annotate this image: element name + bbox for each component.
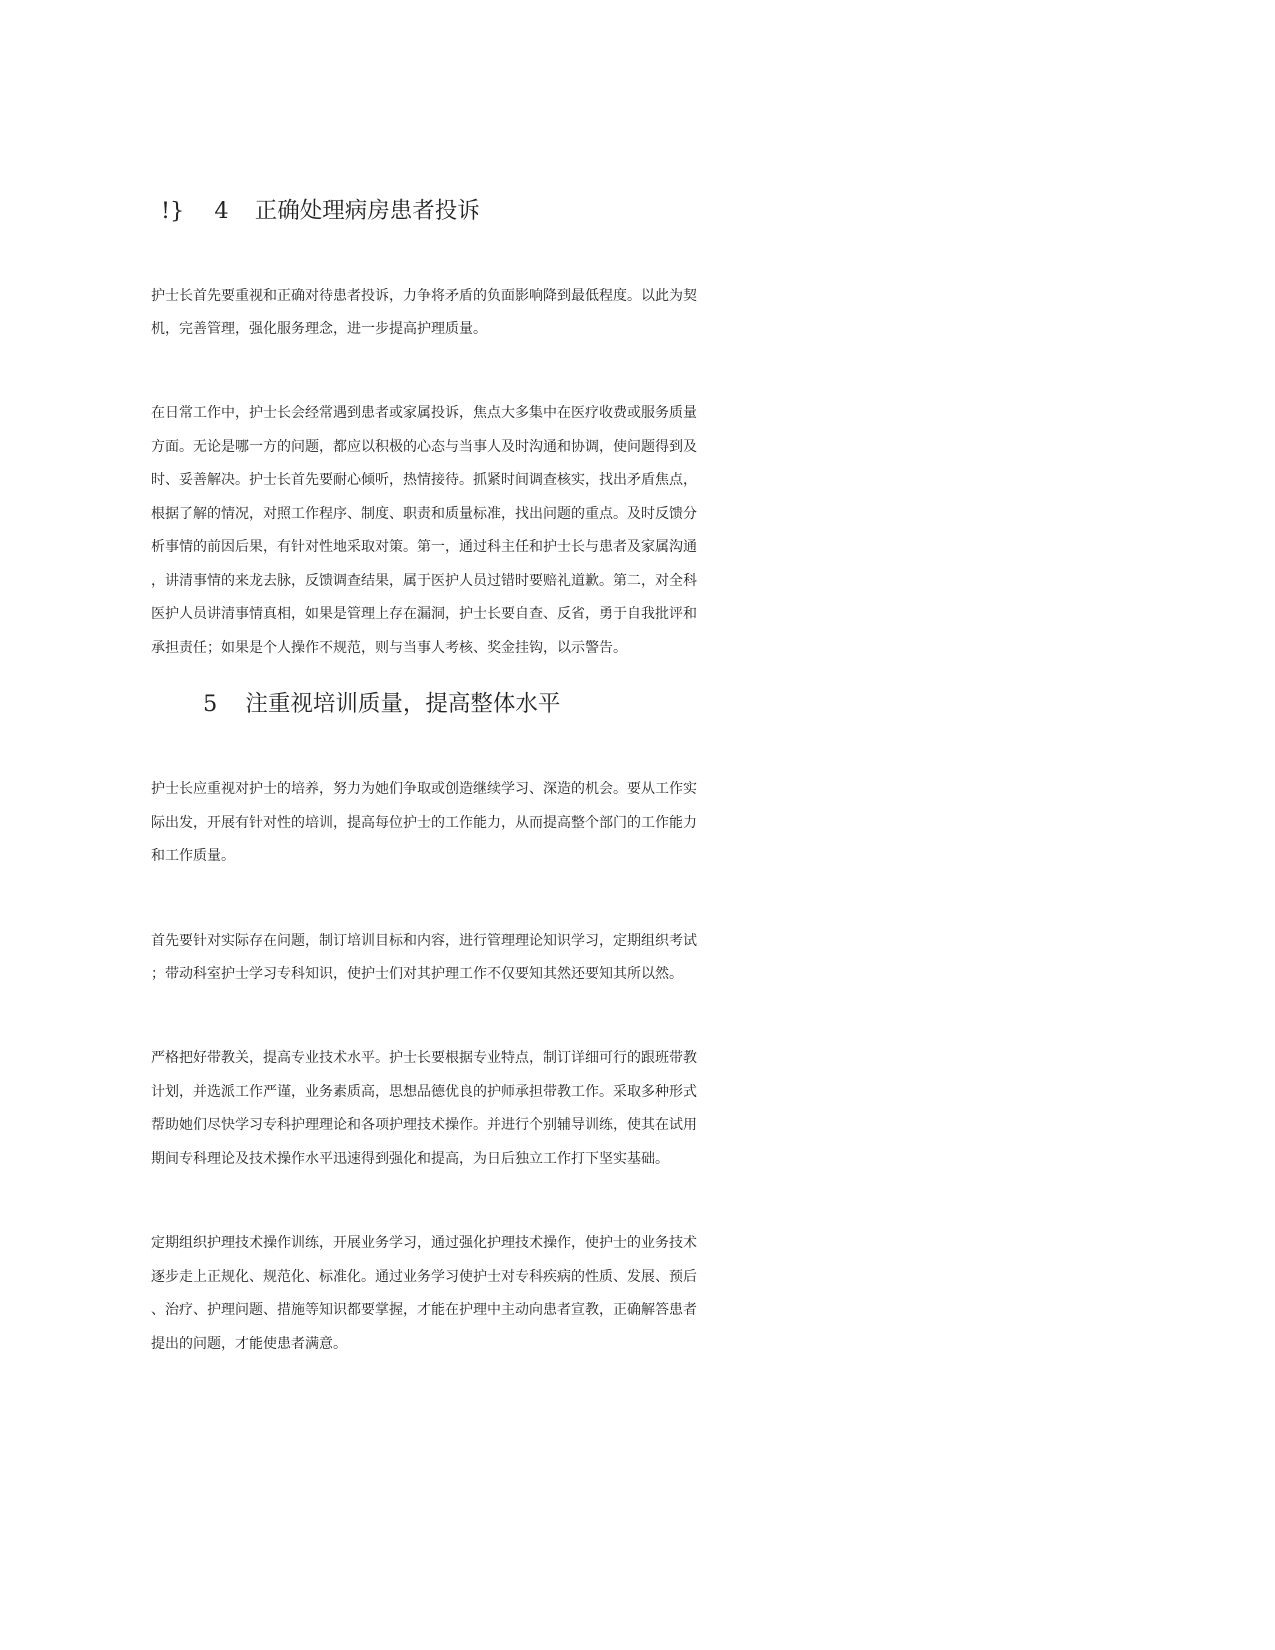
paragraph-line: 在日常工作中，护士长会经常遇到患者或家属投诉，焦点大多集中在医疗收费或服务质量 [151,405,697,421]
paragraph-line: 提出的问题，才能使患者满意。 [151,1336,347,1352]
paragraph-line: 逐步走上正规化、规范化、标准化。通过业务学习使护士对专科疾病的性质、发展、预后 [151,1269,697,1285]
paragraph-line: 根据了解的情况，对照工作程序、制度、职责和质量标准，找出问题的重点。及时反馈分 [151,506,697,522]
section-4-title: 正确处理病房患者投诉 [254,198,480,224]
section-5-title: 注重视培训质量，提高整体水平 [245,691,561,717]
paragraph-line: 定期组织护理技术操作训练，开展业务学习，通过强化护理技术操作，使护士的业务技术 [151,1235,697,1251]
paragraph-line: 际出发，开展有针对性的培训，提高每位护士的工作能力，从而提高整个部门的工作能力 [151,815,697,831]
paragraph-line: 首先要针对实际存在问题，制订培训目标和内容，进行管理理论知识学习，定期组织考试 [151,933,697,949]
paragraph-line: 承担责任；如果是个人操作不规范，则与当事人考核、奖金挂钩，以示警告。 [151,640,627,656]
paragraph-line: ，讲清事情的来龙去脉，反馈调查结果，属于医护人员过错时要赔礼道歉。第二，对全科 [151,573,697,589]
paragraph-line: 计划，并选派工作严谨，业务素质高，思想品德优良的护师承担带教工作。采取多种形式 [151,1084,697,1100]
section-5-number: 5 [203,691,218,717]
paragraph-line: 和工作质量。 [151,848,235,864]
paragraph-line: 时、妥善解决。护士长首先要耐心倾听，热情接待。抓紧时间调查核实，找出矛盾焦点， [151,472,697,488]
paragraph-line: 机，完善管理，强化服务理念，进一步提高护理质量。 [151,321,487,337]
section-4-prefix: !} [161,198,185,224]
paragraph-line: 医护人员讲清事情真相，如果是管理上存在漏洞，护士长要自查、反省，勇于自我批评和 [151,606,697,622]
paragraph-line: 方面。无论是哪一方的问题，都应以积极的心态与当事人及时沟通和协调，使问题得到及 [151,439,697,455]
section-4-heading [161,194,480,228]
paragraph-line: ；带动科室护士学习专科知识，使护士们对其护理工作不仅要知其然还要知其所以然。 [151,966,683,982]
paragraph-line: 严格把好带教关，提高专业技术水平。护士长要根据专业特点，制订详细可行的跟班带教 [151,1050,697,1066]
paragraph-line: 护士长应重视对护士的培养，努力为她们争取或创造继续学习、深造的机会。要从工作实 [151,781,697,797]
paragraph-line: 期间专科理论及技术操作水平迅速得到强化和提高，为日后独立工作打下坚实基础。 [151,1151,669,1167]
paragraph-line: 帮助她们尽快学习专科护理理论和各项护理技术操作。并进行个别辅导训练，使其在试用 [151,1117,697,1133]
paragraph-line: 护士长首先要重视和正确对待患者投诉，力争将矛盾的负面影响降到最低程度。以此为契 [151,288,697,304]
section-5-heading [203,687,560,721]
paragraph-line: 、治疗、护理问题、措施等知识都要掌握，才能在护理中主动向患者宣教，正确解答患者 [151,1302,697,1318]
section-4-number: 4 [214,198,229,224]
paragraph-line: 析事情的前因后果，有针对性地采取对策。第一，通过科主任和护士长与患者及家属沟通 [151,539,697,555]
